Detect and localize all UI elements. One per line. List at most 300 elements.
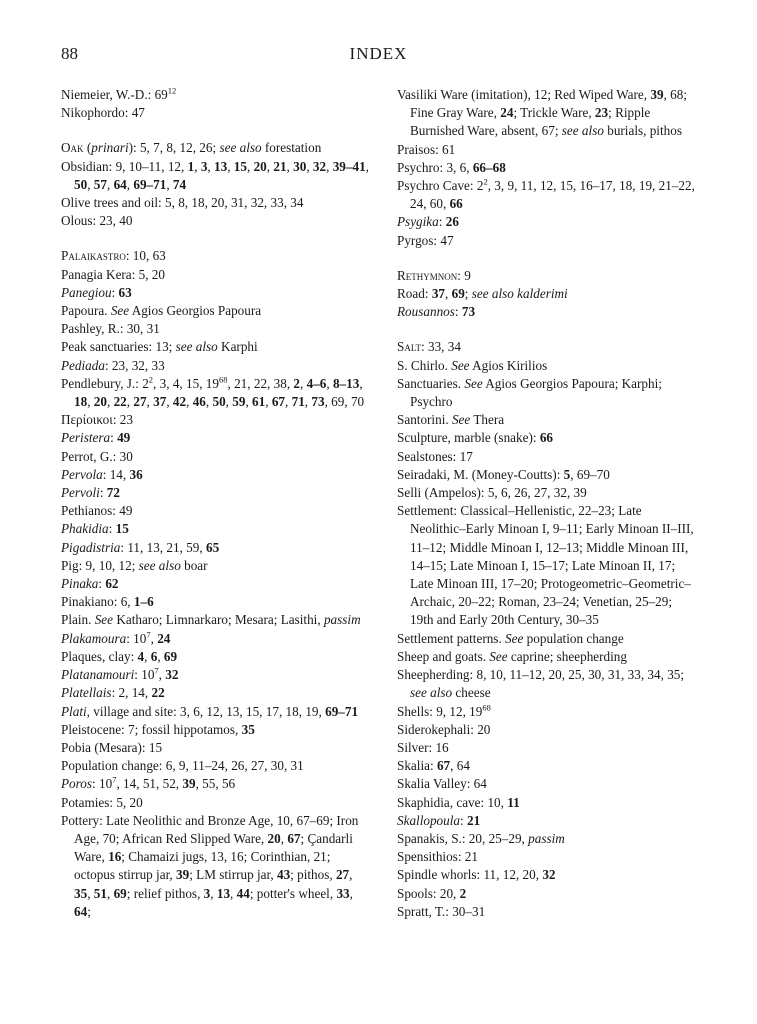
entry-text: : 10, 63: [125, 248, 166, 264]
entry-text: Skaphidia, cave: 10,: [397, 794, 508, 810]
entry-text: See: [110, 303, 130, 319]
entry-text: , 69, 70: [324, 394, 365, 410]
entry-text: Sheepherding: 8, 10, 11–12, 20, 25, 30, 31, 33, 34, 35;: [397, 667, 685, 683]
entry-text: ,: [186, 394, 193, 410]
index-entry: [397, 357, 697, 375]
entry-text: Shells: 9, 12, 19: [397, 703, 483, 719]
entry-text: Plain.: [61, 612, 95, 628]
index-entry: [397, 411, 697, 429]
entry-text: : 33, 34: [421, 339, 461, 355]
index-entry: [397, 848, 697, 866]
letter-group-gap: [397, 321, 697, 338]
entry-text: 8–13: [332, 375, 360, 391]
entry-text: Panegiou: [61, 284, 112, 300]
entry-text: ,: [205, 394, 213, 410]
entry-text: 7: [154, 665, 159, 676]
entry-text: Phakidia: [61, 521, 109, 537]
index-entry: [397, 648, 697, 666]
entry-text: Skalia Valley: 64: [397, 776, 487, 792]
entry-text: 26: [445, 214, 459, 230]
entry-text: ,: [166, 394, 173, 410]
entry-text: Platellais: [61, 685, 112, 701]
entry-text: ,: [286, 158, 294, 174]
entry-text: ,: [150, 630, 158, 646]
entry-text: ,: [225, 394, 233, 410]
index-entry: [397, 141, 697, 159]
entry-text: :: [99, 485, 107, 501]
running-head: INDEX: [349, 44, 408, 63]
entry-text: ; relief pithos,: [126, 885, 204, 901]
entry-text: , 3, 4, 15, 19: [153, 375, 219, 391]
entry-text: , 64: [450, 758, 470, 774]
entry-text: ,: [87, 885, 94, 901]
entry-text: Sanctuaries.: [397, 375, 465, 391]
entry-text: population change: [523, 630, 624, 646]
index-entry: [61, 104, 369, 122]
entry-text: , 69–70: [570, 466, 610, 482]
entry-text: 20: [93, 394, 107, 410]
entry-text: 37: [431, 286, 445, 302]
entry-text: Santorini.: [397, 412, 452, 428]
entry-text: Obsidian: 9, 10–11, 12,: [61, 158, 188, 174]
entry-text: , village and site: 3, 6, 12, 13, 15, 17, 18, 19,: [86, 703, 326, 719]
index-column-right: [397, 86, 697, 921]
entry-text: :: [111, 284, 119, 300]
entry-text: Agios Georgios Papoura: [129, 303, 262, 319]
entry-text: ,: [300, 375, 307, 391]
index-entry: [61, 703, 369, 721]
index-entry: [61, 212, 369, 230]
entry-text: 66: [539, 430, 554, 446]
entry-text: : 9: [457, 267, 471, 283]
entry-text: 13: [216, 885, 231, 901]
entry-text: Plaques, clay:: [61, 648, 138, 664]
entry-text: 24: [500, 105, 514, 121]
entry-text: , 21, 22, 38,: [227, 375, 294, 391]
entry-text: :: [454, 304, 462, 320]
entry-text: 32: [165, 667, 179, 683]
entry-text: Katharo; Limnarkaro; Mesara; Lasithi,: [113, 612, 324, 628]
entry-text: ; potter's wheel,: [249, 885, 337, 901]
entry-text: Pobia (Mesara): 15: [61, 739, 163, 755]
entry-text: ,: [285, 394, 292, 410]
entry-text: Plakamoura: [61, 630, 127, 646]
index-entry: [61, 757, 369, 775]
index-entry: [61, 721, 369, 739]
entry-text: : 23, 32, 33: [104, 357, 165, 373]
index-entry: [397, 375, 697, 411]
index-entry: [397, 303, 697, 321]
index-entry: [397, 448, 697, 466]
entry-text: 21: [273, 158, 287, 174]
entry-text: 62: [105, 576, 119, 592]
index-entry: [61, 429, 369, 447]
entry-text: see also: [175, 339, 218, 355]
index-entry: [397, 466, 697, 484]
entry-text: 39: [176, 867, 190, 883]
entry-text: 46: [192, 394, 206, 410]
entry-text: Psygika: [397, 214, 439, 230]
entry-text: See: [489, 648, 508, 664]
entry-text: 35: [74, 885, 88, 901]
entry-text: 74: [172, 176, 187, 192]
entry-text: 73: [311, 394, 325, 410]
entry-text: Olous: 23, 40: [61, 213, 133, 229]
entry-text: 71: [291, 394, 305, 410]
entry-text: 68: [482, 702, 491, 713]
entry-text: ,: [126, 176, 134, 192]
entry-text: ,: [306, 158, 313, 174]
entry-text: ,: [349, 867, 353, 883]
entry-text: 32: [312, 158, 327, 174]
entry-text: ,: [266, 158, 274, 174]
entry-text: ,: [365, 158, 369, 174]
entry-text: Poros: [61, 776, 93, 792]
entry-text: cheese: [452, 685, 491, 701]
entry-text: 22: [113, 394, 127, 410]
index-entry: [397, 812, 697, 830]
entry-text: Perrot, G.: 30: [61, 448, 133, 464]
entry-text: 2: [483, 176, 488, 187]
index-entry: [61, 302, 369, 320]
index-entry: [61, 684, 369, 702]
index-entry: [61, 794, 369, 812]
index-entry: [397, 232, 697, 250]
index-entry: [397, 721, 697, 739]
index-entry: [61, 502, 369, 520]
entry-text: 11: [507, 794, 520, 810]
entry-text: :: [110, 430, 118, 446]
entry-text: See: [451, 412, 471, 428]
entry-text: 39–41: [332, 158, 366, 174]
index-entry: [397, 903, 697, 921]
entry-text: Road:: [397, 286, 432, 302]
index-entry: [397, 338, 697, 356]
entry-text: Thera: [470, 412, 505, 428]
entry-text: burials, pithos: [603, 123, 682, 139]
index-entry: [61, 466, 369, 484]
entry-text: :: [460, 812, 467, 828]
entry-text: 18: [74, 394, 88, 410]
entry-text: Pottery: Late Neolithic and Bronze Age, 10, 67–69; Iron Age, 70; African Red Slipped Ware,: [61, 812, 359, 846]
entry-text: ,: [265, 394, 272, 410]
entry-text: 33: [336, 885, 350, 901]
entry-text: Pinakiano: 6,: [61, 594, 134, 610]
entry-text: 12: [167, 85, 177, 96]
entry-text: Sheep and goats.: [397, 648, 490, 664]
entry-text: ; pithos,: [290, 867, 336, 883]
index-entry: [61, 630, 369, 648]
entry-text: 67: [271, 394, 285, 410]
index-entry: [61, 611, 369, 629]
entry-text: 73: [461, 304, 476, 320]
entry-text: See: [94, 612, 114, 628]
entry-text: Niemeier, W.-D.: 69: [61, 87, 168, 102]
letter-group-gap: [61, 122, 369, 139]
index-entry: [397, 866, 697, 884]
entry-text: Περίοικοι: 23: [61, 412, 133, 428]
entry-text: ; Trickle Ware,: [513, 105, 595, 121]
entry-text: 69: [163, 648, 178, 664]
entry-text: Population change: 6, 9, 11–24, 26, 27, 30, 31: [61, 758, 304, 774]
entry-text: Papoura.: [61, 303, 111, 319]
entry-text: , 55, 56: [195, 776, 236, 792]
index-entry: [61, 411, 369, 429]
index-entry: [397, 666, 697, 702]
entry-text: 4–6: [306, 375, 327, 391]
index-entry: [397, 285, 697, 303]
entry-text: 51: [93, 885, 107, 901]
index-entry: [61, 247, 369, 265]
entry-text: 23: [594, 105, 609, 121]
entry-text: 2: [459, 885, 467, 901]
entry-text: 69: [451, 286, 465, 302]
entry-text: Settlement patterns.: [397, 630, 506, 646]
entry-text: ,: [326, 375, 333, 391]
entry-text: ; Çandarli Ware,: [74, 830, 353, 865]
entry-text: See: [464, 375, 483, 391]
index-entry: [397, 885, 697, 903]
entry-text: ,: [280, 830, 288, 846]
entry-text: 13: [214, 158, 228, 174]
entry-text: 68: [218, 374, 228, 385]
entry-text: 32: [542, 867, 556, 883]
entry-text: ,: [144, 648, 151, 664]
entry-text: caprine; sheepherding: [507, 648, 627, 664]
entry-text: Selli (Ampelos): 5, 6, 26, 27, 32, 39: [397, 485, 587, 501]
entry-text: Rousannos: [397, 304, 455, 320]
entry-text: ; Chamaizi jugs, 13, 16; Corinthian, 21; octopus stirrup jar,: [74, 849, 331, 883]
index-entry: [397, 757, 697, 775]
entry-text: passim: [323, 612, 361, 628]
entry-text: ,: [210, 885, 217, 901]
entry-text: 57: [93, 176, 107, 192]
entry-text: ,: [245, 394, 253, 410]
entry-text: :: [438, 214, 446, 230]
index-entry: [61, 448, 369, 466]
entry-text: 69: [113, 885, 127, 901]
entry-text: Pleistocene: 7; fossil hippotamos,: [61, 721, 242, 737]
entry-text: 66–68: [472, 159, 506, 175]
entry-text: 39: [650, 87, 664, 102]
entry-text: see also: [138, 557, 181, 573]
index-entry: [61, 775, 369, 793]
entry-text: 1–6: [133, 594, 154, 610]
entry-text: , 68; Fine Gray Ware,: [410, 87, 687, 121]
index-entry: [61, 575, 369, 593]
entry-text: Spindle whorls: 11, 12, 20,: [397, 867, 543, 883]
entry-text: Platanamouri: [61, 667, 135, 683]
entry-text: (: [83, 140, 92, 156]
entry-text: 67: [287, 830, 301, 846]
entry-text: Karphi: [217, 339, 258, 355]
entry-text: Spanakis, S.: 20, 25–29,: [397, 830, 529, 846]
entry-text: see also: [410, 685, 453, 701]
index-entry: [61, 357, 369, 375]
entry-text: ,: [207, 158, 214, 174]
entry-text: ,: [158, 667, 166, 683]
entry-text: See: [451, 357, 470, 373]
entry-text: 69–71: [133, 176, 167, 192]
entry-text: Praisos: 61: [397, 141, 456, 157]
index-entry: [397, 703, 697, 721]
index-entry: [397, 630, 697, 648]
index-entry: [61, 557, 369, 575]
entry-text: 72: [106, 485, 120, 501]
index-entry: [61, 338, 369, 356]
entry-text: Sealstones: 17: [397, 448, 473, 464]
entry-text: ; Ripple Burnished Ware, absent, 67;: [410, 105, 651, 139]
entry-text: 36: [129, 466, 143, 482]
index-entry: [397, 177, 697, 213]
entry-text: 7: [112, 774, 117, 785]
entry-text: 50: [74, 176, 88, 192]
entry-text: Oak: [61, 140, 84, 156]
entry-text: : 10: [134, 667, 155, 683]
entry-text: 43: [276, 867, 291, 883]
entry-text: 39: [182, 776, 196, 792]
entry-text: 37: [153, 394, 167, 410]
entry-text: Pig: 9, 10, 12;: [61, 557, 139, 573]
index-entry: [61, 284, 369, 302]
index-entry: [61, 539, 369, 557]
entry-text: Pinaka: [61, 576, 99, 592]
index-entry: [397, 429, 697, 447]
entry-text: 61: [252, 394, 266, 410]
entry-text: 27: [335, 867, 350, 883]
index-entry: [61, 739, 369, 757]
index-entry: [61, 593, 369, 611]
entry-text: prinari: [91, 140, 129, 156]
entry-text: Pigadistria: [61, 539, 121, 555]
entry-text: Psychro Cave: 2: [397, 178, 484, 194]
entry-text: Pyrgos: 47: [397, 232, 454, 248]
letter-group-gap: [61, 230, 369, 247]
entry-text: 21: [466, 812, 481, 828]
entry-text: Spratt, T.: 30–31: [397, 903, 486, 919]
entry-text: ,: [87, 176, 94, 192]
index-entry: [397, 213, 697, 231]
entry-text: Skallopoula: [397, 812, 461, 828]
index-entry-continued: [397, 86, 697, 141]
entry-text: Agios Kirilios: [469, 357, 548, 373]
entry-text: 15: [233, 158, 247, 174]
entry-text: 67: [436, 758, 451, 774]
entry-text: Seiradaki, M. (Money-Coutts):: [397, 466, 564, 482]
entry-text: ,: [146, 394, 154, 410]
entry-text: see also: [219, 140, 262, 156]
entry-text: ,: [106, 394, 114, 410]
index-entry: [61, 648, 369, 666]
entry-text: S. Chirlo.: [397, 357, 452, 373]
entry-text: :: [98, 576, 106, 592]
index-entry: [61, 375, 369, 411]
entry-text: 30: [293, 158, 307, 174]
entry-text: ,: [106, 176, 114, 192]
entry-text: Siderokephali: 20: [397, 721, 491, 737]
entry-text: ,: [87, 394, 94, 410]
entry-text: Pervola: [61, 466, 103, 482]
entry-text: ,: [349, 885, 353, 901]
entry-text: 22: [151, 685, 165, 701]
index-entry: [397, 775, 697, 793]
entry-text: 1: [187, 158, 195, 174]
entry-text: 66: [449, 196, 463, 212]
entry-text: 27: [133, 394, 147, 410]
entry-text: 49: [117, 430, 131, 446]
index-entry: [61, 320, 369, 338]
index-entry: [397, 159, 697, 177]
entry-text: Psychro: 3, 6,: [397, 159, 473, 175]
entry-text: Salt: [397, 339, 422, 355]
entry-text: , 14, 51, 52,: [116, 776, 183, 792]
entry-text: 2: [148, 374, 154, 385]
entry-text: :: [108, 521, 116, 537]
index-entry: [397, 484, 697, 502]
entry-text: 50: [212, 394, 226, 410]
entry-text: Peak sanctuaries: 13;: [61, 339, 176, 355]
entry-text: see also kalderimi: [471, 286, 568, 302]
entry-text: Rethymnon: [397, 267, 458, 283]
entry-text: ,: [445, 286, 452, 302]
entry-text: ): 5, 7, 8, 12, 26;: [128, 140, 220, 156]
index-column-left: [61, 86, 369, 921]
entry-text: 24: [157, 630, 171, 646]
index-entry: [397, 794, 697, 812]
entry-text: 59: [232, 394, 246, 410]
entry-text: 3: [203, 885, 211, 901]
index-entry: [61, 484, 369, 502]
entry-text: : 11, 13, 21, 59,: [120, 539, 206, 555]
entry-text: ,: [157, 648, 164, 664]
index-entry: [61, 139, 369, 157]
index-entry: [397, 502, 697, 629]
entry-text: passim: [528, 830, 565, 846]
letter-group-gap: [397, 250, 697, 267]
entry-text: 5: [563, 466, 571, 482]
entry-text: 35: [241, 721, 255, 737]
entry-text: ,: [359, 375, 363, 391]
index-entry: [61, 666, 369, 684]
entry-text: 65: [205, 539, 220, 555]
entry-text: 20: [253, 158, 267, 174]
entry-text: Pethianos: 49: [61, 503, 133, 519]
entry-text: ;: [87, 903, 91, 919]
entry-text: ,: [246, 158, 254, 174]
entry-text: 42: [172, 394, 187, 410]
entry-text: 64: [113, 176, 127, 192]
entry-text: ,: [230, 885, 237, 901]
index-entry: [397, 267, 697, 285]
entry-text: Spensithios: 21: [397, 849, 478, 865]
entry-text: ,: [227, 158, 234, 174]
entry-text: See: [505, 630, 524, 646]
entry-text: 15: [115, 521, 129, 537]
entry-text: Pervoli: [61, 485, 100, 501]
entry-text: Olive trees and oil: 5, 8, 18, 20, 31, 32, 33, 34: [61, 195, 304, 211]
entry-text: Pendlebury, J.: 2: [61, 375, 149, 391]
entry-text: 16: [108, 849, 122, 865]
page-number: 88: [61, 44, 78, 63]
entry-text: Settlement: Classical–Hellenistic, 22–23; Late Neolithic–Early Minoan I, 9–11; Early Minoan II–III, 11–12; Middle Minoan I, 12–13; Middle Minoan III, 14–15; Late Minoan I, 15–17; Late Minoan II, 17; Late Minoan III, 17–20; Protogeometric–Geometric–Archaic, 20–22; Roman, 23–24; Venetian, 25–29; 19th and Early 20th Century, 30–35: [397, 503, 694, 628]
entry-text: boar: [180, 557, 208, 573]
index-entry: [61, 158, 369, 194]
entry-text: 4: [137, 648, 145, 664]
entry-text: Vasiliki Ware (imitation), 12; Red Wiped Ware,: [397, 87, 651, 102]
entry-text: ;: [464, 286, 472, 302]
entry-text: : 10: [92, 776, 113, 792]
entry-text: : 2, 14,: [111, 685, 152, 701]
